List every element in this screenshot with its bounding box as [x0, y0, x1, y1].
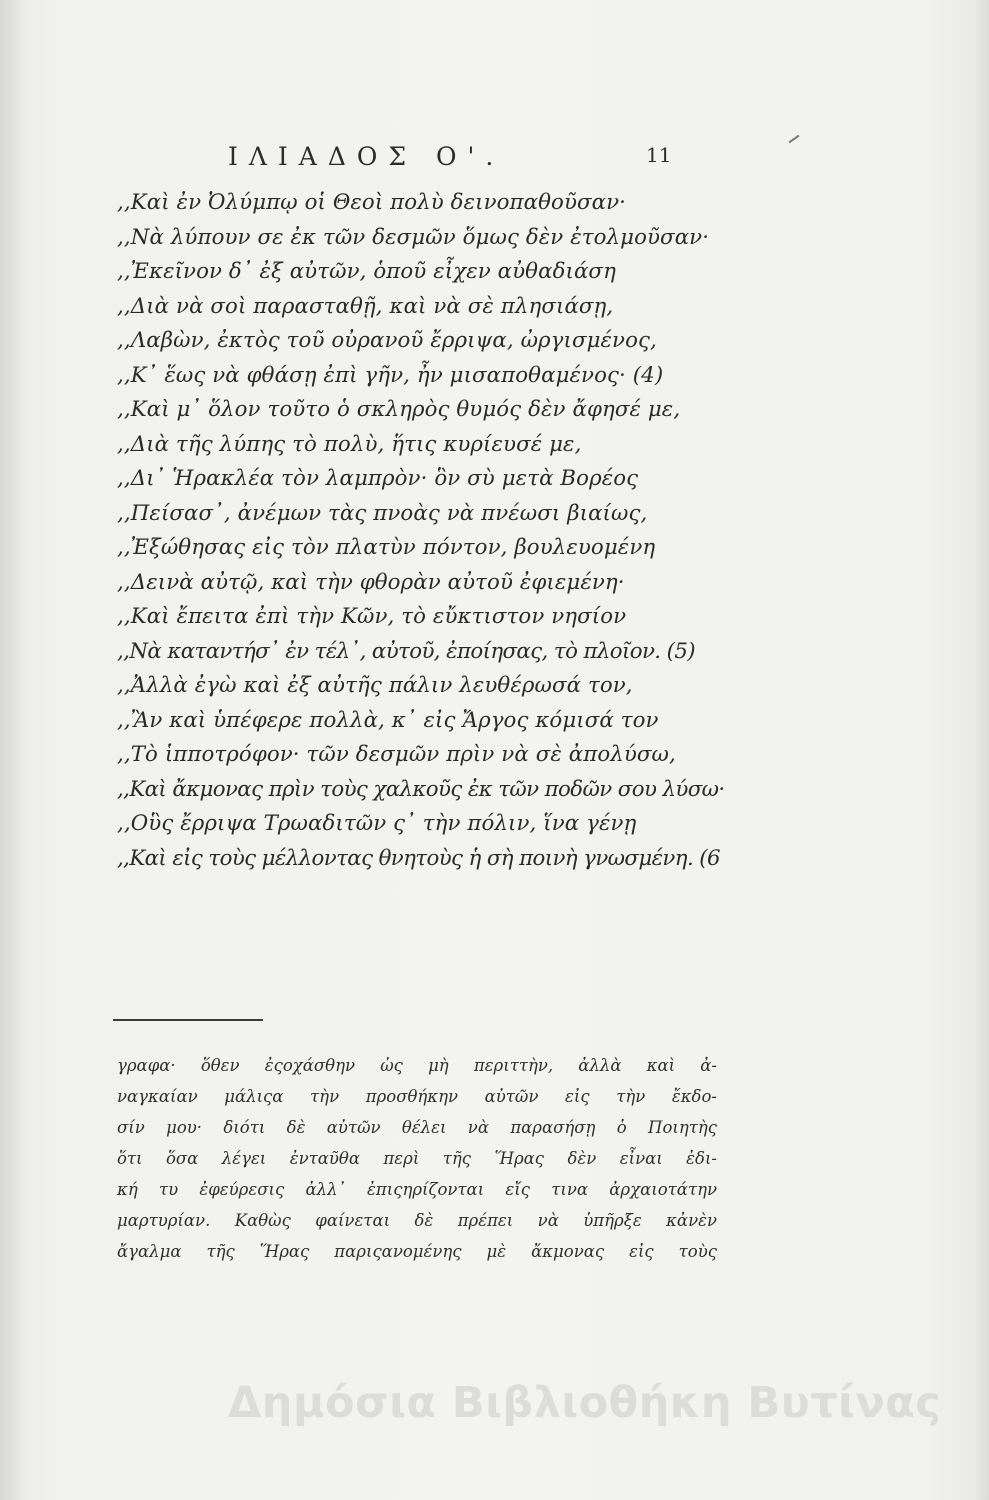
- footnote-block: [117, 1050, 717, 1267]
- verse-line: ,,Καὶ ἄκμονας πρὶν τοὺς χαλκοῦς ἐκ τῶν ποδῶν σου λύσω·: [117, 776, 725, 802]
- verse-line: ,,Δι᾽ Ἡρακλέα τὸν λαμπρὸν· ὃν σὺ μετὰ Βορέος: [117, 466, 639, 491]
- footnote-line: ὅτι ὅσα λέγει ἐνταῦθα περὶ τῆς Ἥρας δὲν εἶναι ἐδι-: [117, 1149, 717, 1168]
- verse-line: ,,Δεινὰ αὐτῷ, καὶ τὴν φθορὰν αὐτοῦ ἐφιεμένη·: [117, 569, 625, 595]
- verse-line: ,,Καὶ ἔπειτα ἐπὶ τὴν Κῶν, τὸ εὔκτιστον νησίον: [117, 604, 627, 629]
- verse-line: ,,Τὸ ἱπποτρόφον· τῶν δεσμῶν πρὶν νὰ σὲ ἀπολύσω,: [117, 742, 676, 767]
- verse-line: ,,Νὰ λύπουν σε ἐκ τῶν δεσμῶν ὅμως δὲν ἐτολμοῦσαν·: [117, 224, 710, 250]
- footnote-line: γραφα· ὅθεν ἐςοχάσθην ὡς μὴ περιττὴν, ἀλλὰ καὶ ἀ-: [117, 1056, 717, 1075]
- page-number: 11: [646, 143, 672, 167]
- verse-line: ,,Καὶ εἰς τοὺς μέλλοντας θνητοὺς ἡ σὴ ποινὴ γνωσμένη. (6: [117, 845, 720, 871]
- footnote-line: σίν μου· διότι δὲ αὐτῶν θέλει νὰ παρασήσῃ ὁ Ποιητὴς: [117, 1118, 717, 1137]
- verse-line: ,,Ἐκεῖνον δ᾽ ἐξ αὐτῶν, ὁποῦ εἶχεν αὐθαδιάση: [117, 259, 616, 284]
- verse-line: ,,Οὓς ἔρριψα Τρωαδιτῶν ς᾽ τὴν πόλιν, ἵνα γένῃ: [117, 811, 637, 836]
- verse-line: ,,Καὶ μ᾽ ὅλον τοῦτο ὁ σκληρὸς θυμός δὲν ἄφησέ με,: [117, 397, 681, 422]
- verse-line: ,,Καὶ ἐν Ὀλύμπῳ οἱ Θεοὶ πολὺ δεινοπαθοῦσαν·: [117, 190, 627, 215]
- footnote-line: ναγκαίαν μάλιςα τὴν προσθήκην αὐτῶν εἰς τὴν ἔκδο-: [117, 1087, 717, 1106]
- running-head: ΙΛΙΑΔΟΣ Ο'.: [228, 142, 505, 171]
- library-watermark: Δημόσια Βιβλιοθήκη Βυτίνας: [228, 1378, 942, 1428]
- verse-line: ,,Πείσασ᾽, ἀνέμων τὰς πνοὰς νὰ πνέωσι βιαίως,: [117, 500, 648, 526]
- verse-line: ,,Ἀλλὰ ἐγὼ καὶ ἐξ αὐτῆς πάλιν λευθέρωσά τον,: [117, 673, 633, 698]
- pencil-mark: [789, 135, 800, 144]
- verse-line: ,,Ἂν καὶ ὑπέφερε πολλὰ, κ᾽ εἰς Ἄργος κόμισά τον: [117, 707, 659, 733]
- footnote-line: κή τυ ἐφεύρεσις ἀλλ᾽ ἐπιςηρίζονται εἴς τινα ἀρχαιοτάτην: [117, 1180, 717, 1199]
- verse-line: ,,Λαβὼν, ἐκτὸς τοῦ οὐρανοῦ ἔρριψα, ὠργισμένος,: [117, 328, 657, 353]
- footnote-line: μαρτυρίαν. Καθὼς φαίνεται δὲ πρέπει νὰ ὑπῆρξε κἀνὲν: [117, 1211, 717, 1230]
- footnote-line: ἄγαλμα τῆς Ἥρας παριςανομένης μὲ ἄκμονας εἰς τοὺς: [117, 1242, 717, 1261]
- verse-line: ,,Διὰ τῆς λύπης τὸ πολὺ, ἥτις κυρίευσέ με,: [117, 431, 582, 457]
- footnote-separator-rule: [113, 1019, 263, 1021]
- verse-line: ,,Νὰ καταντήσ᾽ ἐν τέλ᾽, αὐτοῦ, ἐποίησας, τὸ πλοῖον. (5): [117, 638, 695, 664]
- verse-line: ,,Ἐξώθησας εἰς τὸν πλατὺν πόντον, βουλευομένη: [117, 535, 656, 560]
- verse-block: [117, 186, 725, 876]
- verse-line: ,,Κ᾽ ἕως νὰ φθάσῃ ἐπὶ γῆν, ἦν μισαποθαμένος· (4): [117, 362, 664, 388]
- verse-line: ,,Διὰ νὰ σοὶ παρασταθῇ, καὶ νὰ σὲ πλησιάσῃ,: [117, 293, 614, 319]
